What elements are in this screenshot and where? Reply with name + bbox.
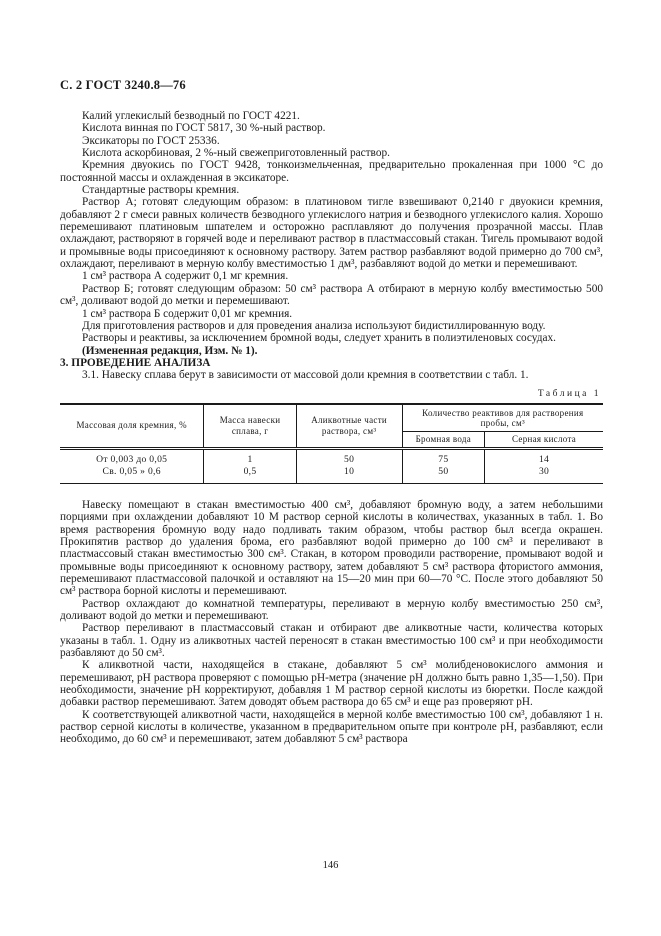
page-number: 146	[322, 860, 339, 871]
table-cell: 75	[402, 448, 485, 466]
table-body	[60, 448, 603, 483]
paragraph: Раствор Б; готовят следующим образом: 50 см³ раствора А отбирают в мерную колбу вместимостью 500 см³, доливают водой до метки и перемешивают.	[60, 282, 603, 308]
table-cell: 50	[296, 448, 402, 466]
table-cell: 50	[402, 466, 485, 483]
table-header	[60, 404, 603, 449]
page-header: С. 2 ГОСТ 3240.8—76	[60, 78, 186, 92]
column-header-reagents-group: Количество реактивов для растворения пробы, см³	[402, 404, 603, 432]
paragraph: К аликвотной части, находящейся в стакане, добавляют 5 см³ молибденовокислого аммония и перемешивают, pH раствора проверяют с помощью pH-метра (значение pH должно быть равно 1,35—1,50). При необходимости, значение pH корректируют, добавляя 1 М раствор серной кислоты из бюретки. После каждой добавки раствор перемешивают. Затем доводят объем раствора до 65 см³ и еще раз проверяют pH.	[60, 659, 603, 709]
paragraph: К соответствующей аликвотной части, находящейся в мерной колбе вместимостью 100 см³, добавляют 1 н. раствор серной кислоты в количестве, указанном в предварительном опыте при контроле pH, разбавляют, если необходимо, до 60 см³ и перемешивают, затем добавляют 5 см³ раствора	[60, 708, 603, 746]
table-cell: 0,5	[204, 466, 296, 483]
table-cell: 14	[485, 448, 603, 466]
column-header-sample-mass: Масса навески сплава, г	[204, 404, 296, 449]
paragraph: Стандартные растворы кремния.	[82, 184, 240, 197]
analysis-section	[60, 499, 603, 746]
paragraph-3-1: 3.1. Навеску сплава берут в зависимости от массовой доли кремния в соответствии с табл. 1.	[82, 369, 529, 382]
paragraph: Эксикаторы по ГОСТ 25336.	[82, 134, 220, 147]
table-cell: 10	[296, 466, 402, 483]
table-cell: 1	[204, 448, 296, 466]
amended-note: (Измененная редакция, Изм. № 1).	[82, 344, 258, 357]
table-row	[60, 448, 603, 466]
paragraph: Кислота винная по ГОСТ 5817, 30 %-ный раствор.	[82, 122, 326, 135]
table-cell: От 0,003 до 0,05	[96, 453, 168, 465]
table-label: Таблица 1	[537, 388, 601, 399]
paragraph: Раствор переливают в пластмассовый стакан и отбирают две аликвотные части, количества которых указаны в табл. 1. Одну из аликвотных частей переносят в стакан вместимостью 100 см³ и при необходимости разбавляют до 50 см³.	[60, 622, 603, 660]
table-cell: Св. 0,05 » 0,6	[102, 466, 161, 478]
paragraph: 1 см³ раствора Б содержит 0,01 мг кремния.	[82, 307, 293, 320]
paragraph: Кислота аскорбиновая, 2 %-ный свежеприготовленный раствор.	[82, 147, 390, 160]
table-row	[60, 466, 603, 483]
column-header-sulfuric-acid: Серная кислота	[485, 432, 603, 449]
paragraph: Кремния двуокись по ГОСТ 9428, тонкоизмельченная, предварительно прокаленная при 1000 °С до постоянной массы и охлажденная в эксикаторе.	[60, 159, 603, 184]
document-content	[60, 78, 603, 746]
paragraph: 1 см³ раствора А содержит 0,1 мг кремния.	[82, 270, 289, 283]
paragraph: Для приготовления растворов и для проведения анализа используют бидистиллированную воду.	[82, 319, 546, 332]
section-heading: 3. ПРОВЕДЕНИЕ АНАЛИЗА	[60, 356, 211, 369]
paragraph: Раствор А; готовят следующим образом: в платиновом тигле взвешивают 0,2140 г двуокиси кремния, добавляют 2 г смеси равных количеств безводного углекислого натрия и безводного углекислого калия. Хорошо перемешивают платиновым шпателем и осторожно расплавляют до получения прозрачной массы. Плав охлаждают, растворяют в горячей воде и переливают раствор в пластмассовый стакан. Тигель промывают водой и промывные воды присоединяют к основному раствору. Затем раствор разбавляют водой примерно до 700 см³, охлаждают, переливают в мерную колбу вместимостью 1 дм³, разбавляют водой до метки и перемешивают.	[60, 196, 603, 271]
column-header-aliquot: Аликвотные части раствора, см³	[296, 404, 402, 449]
reagents-table	[60, 403, 603, 484]
paragraph: Раствор охлаждают до комнатной температуры, переливают в мерную колбу вместимостью 250 см³, доливают водой до метки и перемешивают.	[60, 597, 603, 623]
column-header-bromine-water: Бромная вода	[402, 432, 485, 449]
paragraph: Калий углекислый безводный по ГОСТ 4221.	[82, 110, 300, 122]
paragraph: Навеску помещают в стакан вместимостью 400 см³, добавляют бромную воду, а затем небольшими порциями при охлаждении добавляют 10 М раствор серной кислоты в количествах, указанных в табл. 1. Во время растворения бромную воду надо подливать таким образом, чтобы раствор был всегда окрашен. Прокипятив раствор до удаления брома, его разбавляют водой примерно до 100 см³ и переливают в пластмассовый стакан вместимостью 300 см³. Стакан, в котором проводили растворение, промывают водой и промывные воды присоединяют к основному раствору, затем добавляют 5 см³ раствора фтористого аммония, перемешивают пластмассовой палочкой и оставляют на 15—20 мин при 60—70 °С. После этого добавляют 50 см³ раствора борной кислоты и перемешивают.	[60, 498, 603, 598]
column-header-mass-fraction: Массовая доля кремния, %	[60, 404, 204, 449]
intro-section	[60, 110, 603, 382]
paragraph: Растворы и реактивы, за исключением бромной воды, следует хранить в полиэтиленовых сосудах.	[82, 332, 556, 345]
table-cell: 30	[485, 466, 603, 483]
